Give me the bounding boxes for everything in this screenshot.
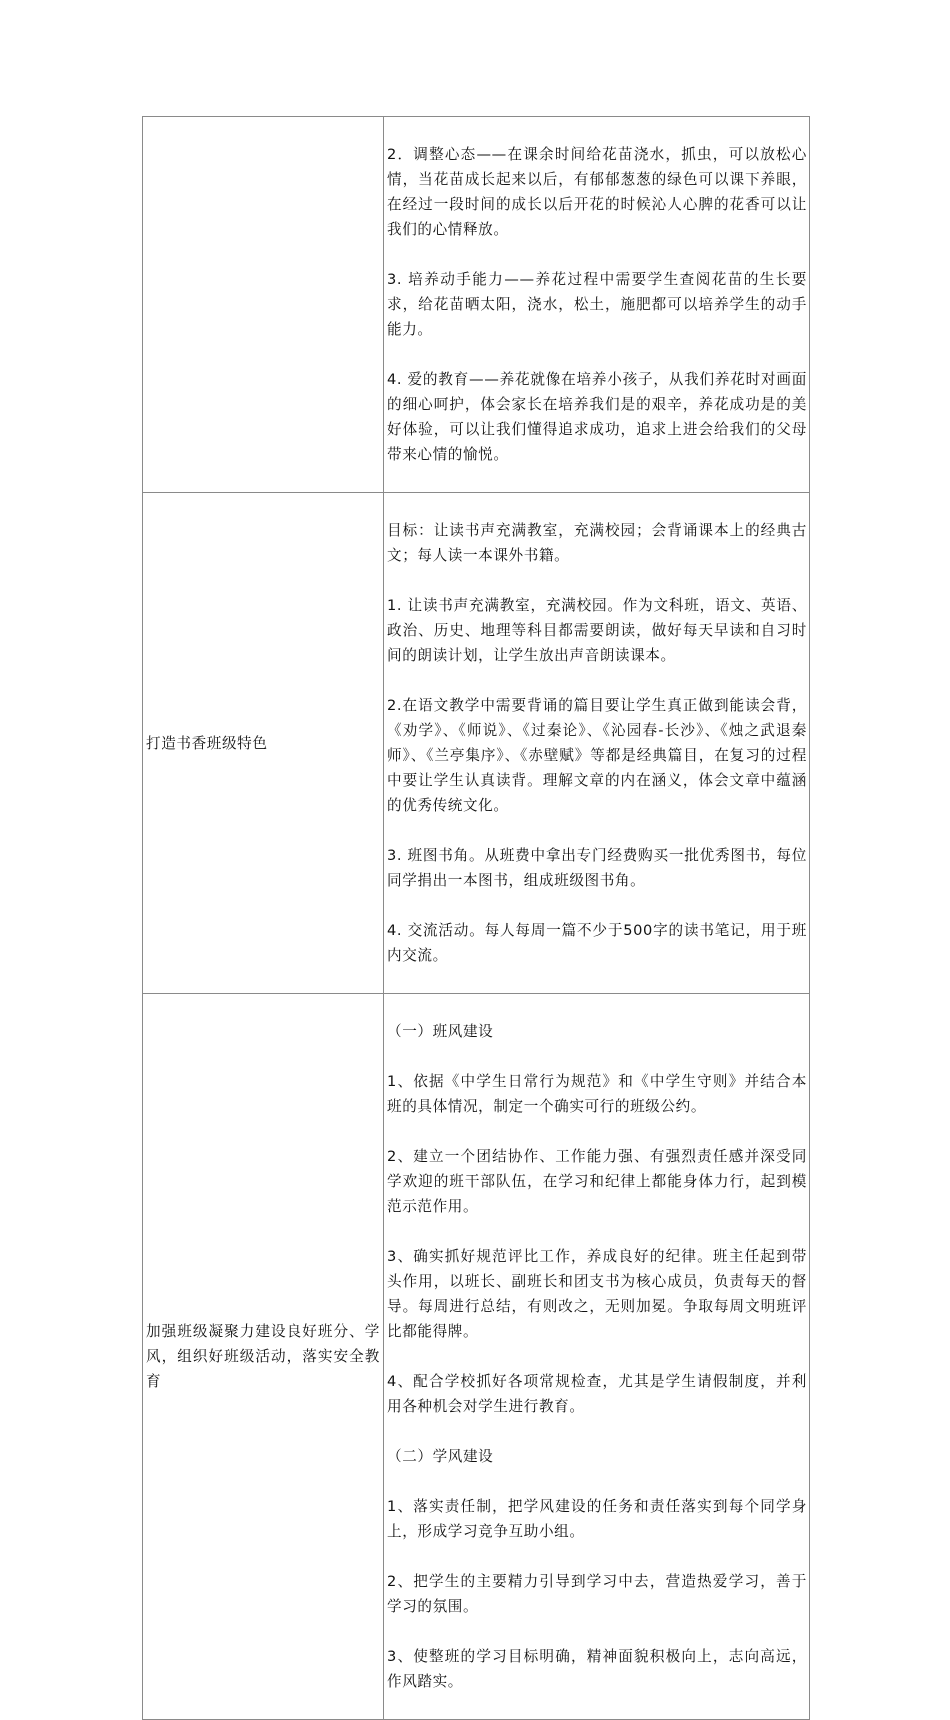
paragraph: 3、确实抓好规范评比工作，养成良好的纪律。班主任起到带头作用，以班长、副班长和团支书为核心成员，负责每天的督导。每周进行总结，有则改之，无则加冕。争取每周文明班评比都能得牌。 — [387, 1248, 807, 1340]
paragraph: 3. 培养动手能力——养花过程中需要学生查阅花苗的生长要求，给花苗晒太阳，浇水，松土，施肥都可以培养学生的动手能力。 — [387, 271, 807, 338]
paragraph: 1、依据《中学生日常行为规范》和《中学生守则》并结合本班的具体情况，制定一个确实可行的班级公约。 — [387, 1073, 807, 1115]
paragraph: 3、使整班的学习目标明确，精神面貌积极向上，志向高远，作风踏实。 — [387, 1648, 807, 1690]
paragraph: 4. 爱的教育——养花就像在培养小孩子，从我们养花时对画面的细心呵护，体会家长在培养我们是的艰辛，养花成功是的美好体验，可以让我们懂得追求成功，追求上进会给我们的父母带来心情的愉悦。 — [387, 371, 807, 463]
paragraph: 2.在语文教学中需要背诵的篇目要让学生真正做到能读会背，《劝学》、《师说》、《过秦论》、《沁园春-长沙》、《烛之武退秦师》、《兰亭集序》、《赤壁赋》等都是经典篇目，在复习的过程中要让学生认真读背。理解文章的内在涵义，体会文章中蕴涵的优秀传统文化。 — [387, 697, 807, 814]
paragraph: 3. 班图书角。从班费中拿出专门经费购买一批优秀图书，每位同学捐出一本图书，组成班级图书角。 — [387, 847, 807, 889]
row-label: 加强班级凝聚力建设良好班分、学风，组织好班级活动，落实安全教育 — [146, 1323, 380, 1390]
section-heading: （二）学风建设 — [387, 1448, 494, 1465]
plan-table — [142, 116, 810, 1720]
row-label-cell — [143, 117, 384, 493]
row-label: 打造书香班级特色 — [146, 734, 268, 752]
table-row — [143, 493, 810, 994]
paragraph: 4. 交流活动。每人每周一篇不少于500字的读书笔记，用于班内交流。 — [387, 922, 807, 964]
section-heading: （一）班风建设 — [387, 1023, 494, 1040]
paragraph: 2、把学生的主要精力引导到学习中去，营造热爱学习，善于学习的氛围。 — [387, 1573, 807, 1615]
table-row — [143, 117, 810, 493]
paragraph: 2、建立一个团结协作、工作能力强、有强烈责任感并深受同学欢迎的班干部队伍，在学习和纪律上都能身体力行，起到模范示范作用。 — [387, 1148, 807, 1215]
row-label-cell — [143, 493, 384, 994]
row-content-cell — [384, 994, 810, 1720]
row-label-cell — [143, 994, 384, 1720]
row-content-cell — [384, 117, 810, 493]
row-content-cell — [384, 493, 810, 994]
paragraph: 1. 让读书声充满教室，充满校园。作为文科班，语文、英语、政治、历史、地理等科目都需要朗读，做好每天早读和自习时间的朗读计划，让学生放出声音朗读课本。 — [387, 597, 807, 664]
paragraph: 2．调整心态——在课余时间给花苗浇水，抓虫，可以放松心情，当花苗成长起来以后，有郁郁葱葱的绿色可以课下养眼，在经过一段时间的成长以后开花的时候沁人心脾的花香可以让我们的心情释放。 — [387, 146, 807, 238]
paragraph: 4、配合学校抓好各项常规检查，尤其是学生请假制度，并利用各种机会对学生进行教育。 — [387, 1373, 807, 1415]
paragraph: 目标：让读书声充满教室，充满校园；会背诵课本上的经典古文；每人读一本课外书籍。 — [387, 522, 807, 564]
paragraph: 1、落实责任制，把学风建设的任务和责任落实到每个同学身上，形成学习竞争互助小组。 — [387, 1498, 807, 1540]
table-row — [143, 994, 810, 1720]
